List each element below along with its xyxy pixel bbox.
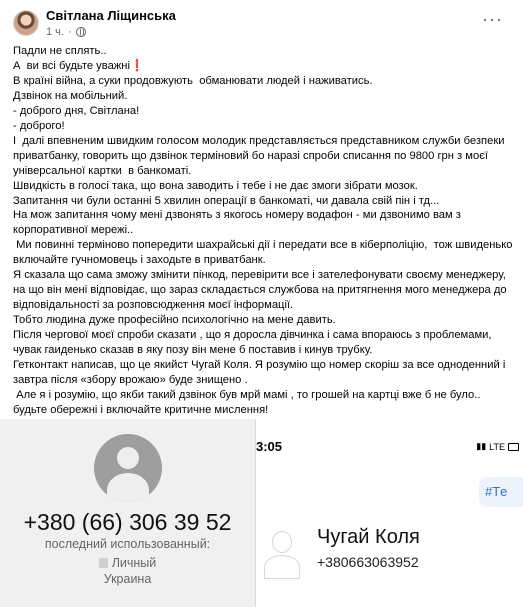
tag-chip: #Тe [479, 477, 523, 507]
post-line: А ви всі будьте уважні❗ [13, 59, 144, 72]
network-type: LTE [489, 441, 505, 452]
contact-name: Чугай Коля [317, 526, 420, 548]
attached-photos[interactable] [0, 419, 523, 607]
post-line: Але я і розумію, що якби такий дзвінок був мрй мамі , то грошей на картці вже б не було.. будьте обережні і включайте критичне мислення! [13, 388, 484, 416]
last-used-label: последний использованный: [44, 537, 211, 551]
contact-phone: +380663063952 [317, 554, 419, 570]
author-name[interactable]: Світлана Ліщинська [46, 8, 176, 23]
sim-card-icon [99, 558, 108, 568]
post-line: Тобто людина дуже професійно психологічно на мене давить. [13, 314, 336, 327]
globe-icon [76, 27, 86, 37]
post-header [0, 0, 523, 44]
battery-icon [508, 443, 519, 451]
post-line: Швидкість в голосі така, що вона заводить і тебе і не дає змоги зібрати мозок. [13, 179, 418, 192]
sim-label: Личный [0, 556, 255, 570]
post-line: В країні війна, а суки продовжують обманювати людей і наживатись. [13, 74, 373, 87]
status-bar [476, 441, 519, 452]
author-avatar[interactable] [13, 10, 39, 36]
post-line: - доброго! [13, 119, 65, 132]
profile-placeholder-icon [256, 515, 304, 575]
post-line: Гетконтакт написав, що це якийст Чугай Коля. Я розумію що номер скоріш за все одноденний і завтра після «збору врожаю» буде знищено . [13, 359, 509, 386]
call-log-screenshot[interactable] [0, 419, 255, 607]
exclamation-icon: ❗ [129, 59, 144, 72]
post-line: - доброго дня, Світлана! [13, 104, 140, 117]
post-meta: 1 ч. · [46, 26, 86, 38]
post-line: Ми повинні терміново попередити шахрайські дії і передати все в кіберполіцію, тож швиденько включайте гучномовець і заходьте в приватбанк. [13, 239, 516, 267]
post-line: Я сказала що сама зможу змінити пінкод, перевірити все і зателефонувати своєму менеджеру, на що він мені відповідає, що зараз складається службова на притягнення мого менеджера до відповідальності за розповсюдження моєї інформації. [13, 269, 510, 312]
post-line: Після чергової моєї спроби сказати , що я доросла дівчинка і сама впораюсь з проблемами, чувак гаиденько сказав в яку позу він мене б поставив і кинув трубку. [13, 329, 495, 357]
post-text [13, 44, 516, 418]
post-line: На мож запитання чому мені дзвонять з якогось номеру водафон - ми дзвонимо вам з корпоративної мережі.. [13, 209, 465, 237]
signal-icon: ▮▮ [476, 441, 487, 451]
more-options-icon[interactable]: ··· [482, 9, 503, 29]
country-label: Украина [103, 572, 152, 586]
getcontact-screenshot[interactable] [256, 419, 523, 607]
post-line: Запитання чи були останні 5 хвилин операції в банкоматі, чи давала свій пін і тд... [13, 194, 440, 207]
status-time: 3:05 [256, 439, 283, 454]
caller-phone-number: +380 (66) 306 39 52 [23, 509, 232, 535]
post-line: Дзвінок на мобільний. [13, 89, 128, 102]
post-time[interactable]: 1 ч. [46, 26, 64, 38]
post-line: І далі впевненим швидким голосом молодик представляється представником служби безпеки приватбанку, говорить що дзвінок терміновий бо наразі спроби списання по 9800 грн з моєї універсальної картки в банкоматі. [13, 134, 508, 177]
contact-placeholder-icon [94, 434, 162, 502]
post-line: Падли не сплять.. [13, 45, 107, 57]
